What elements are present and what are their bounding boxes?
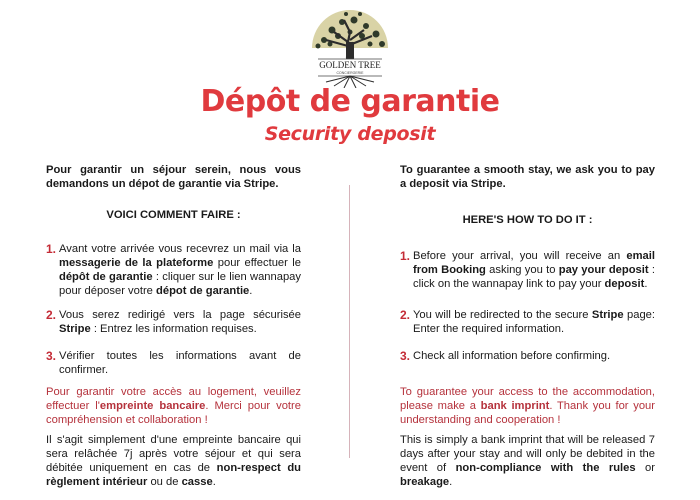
step-text: You will be redirected to the secure Stripe page: Enter the required information. bbox=[413, 309, 656, 335]
brand-name: GOLDEN TREE bbox=[319, 60, 381, 70]
step-text: Vérifier toutes les informations avant de confirmer. bbox=[59, 350, 301, 376]
step-3 bbox=[46, 349, 301, 377]
bank-imprint-note: Pour garantir votre accès au logement, veuillez effectuer l'empreinte bancaire. Merci pour votre compréhension et collaboration ! bbox=[46, 386, 301, 426]
intro-text: Pour garantir un séjour serein, nous vous demandons un dépot de garantie via Stripe. bbox=[46, 164, 301, 190]
column-divider bbox=[349, 185, 350, 458]
howto-heading: HERE'S HOW TO DO IT : bbox=[462, 214, 593, 226]
intro-text: To guarantee a smooth stay, we ask you to pay a deposit via Stripe. bbox=[400, 164, 655, 190]
bank-imprint-note: To guarantee your access to the accommodation, please make a bank imprint. Thank you for your understanding and cooperation ! bbox=[400, 386, 655, 426]
explanation-text: This is simply a bank imprint that will be released 7 days after your stay and will only be debited in the event of non-compliance with the rules or breakage. bbox=[400, 434, 656, 488]
howto-heading: VOICI COMMENT FAIRE : bbox=[106, 209, 241, 221]
step-2 bbox=[400, 308, 655, 336]
french-column bbox=[46, 163, 301, 488]
step-number: 3. bbox=[46, 349, 57, 363]
step-2 bbox=[46, 308, 301, 336]
step-number: 1. bbox=[46, 242, 57, 256]
step-number: 2. bbox=[400, 308, 411, 322]
step-number: 2. bbox=[46, 308, 57, 322]
step-text: Avant votre arrivée vous recevrez un mail via la messagerie de la plateforme pour effectuer le dépôt de garantie : cliquer sur le lien wannapay pour déposer votre dépot de garantie. bbox=[59, 243, 301, 297]
step-number: 3. bbox=[400, 349, 411, 363]
step-text: Before your arrival, you will receive an email from Booking asking you to pay your deposit : click on the wannapay link to pay your deposit. bbox=[413, 250, 655, 290]
golden-tree-logo bbox=[304, 2, 396, 88]
step-1 bbox=[46, 242, 301, 298]
explanation-text: Il s'agit simplement d'une empreinte bancaire qui sera relâchée 7j après votre séjour et qui sera débitée uniquement en cas de non-respect du règlement intérieur ou de casse. bbox=[46, 434, 301, 488]
tree-icon bbox=[304, 2, 396, 88]
english-column bbox=[400, 163, 656, 488]
page-subtitle: Security deposit bbox=[264, 123, 436, 145]
page-title: Dépôt de garantie bbox=[200, 84, 500, 119]
step-text: Check all information before confirming. bbox=[413, 350, 611, 362]
step-text: Vous serez redirigé vers la page sécurisée Stripe : Entrez les information requises. bbox=[59, 309, 301, 335]
step-1 bbox=[400, 249, 655, 291]
brand-tagline: CONCIERGERIE bbox=[336, 71, 364, 75]
step-3 bbox=[400, 349, 655, 363]
step-number: 1. bbox=[400, 249, 411, 263]
